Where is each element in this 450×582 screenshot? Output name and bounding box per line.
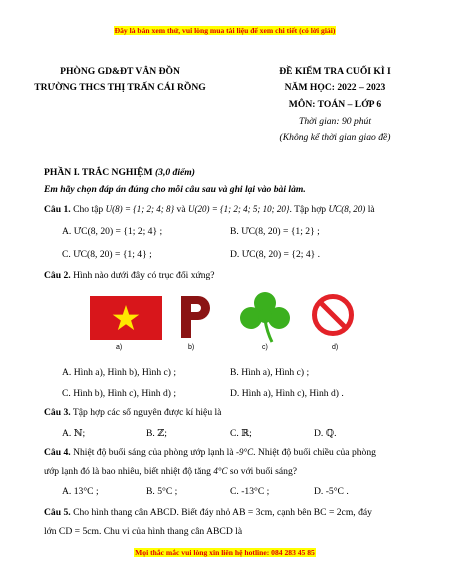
- exam-title: ĐỀ KIỂM TRA CUỐI KÌ I: [279, 66, 391, 77]
- question-1: Câu 1. Cho tập U(8) = {1; 2; 4; 8} và U(20) = {1; 2; 4; 5; 10; 20}. Tập hợp ƯC(8, 20) là: [44, 204, 375, 215]
- q1-option-d: D. ƯC(8, 20) = {2; 4} .: [230, 249, 321, 260]
- question-5-line1: Câu 5. Cho hình thang cân ABCD. Biết đáy nhỏ AB = 3cm, cạnh bên BC = 2cm, đáy: [44, 507, 372, 518]
- q2-option-a: A. Hình a), Hình b), Hình c) ;: [62, 367, 177, 378]
- question-2: Câu 2. Hình nào dưới đây có trục đối xứng?: [44, 270, 215, 281]
- preview-banner: Đây là bản xem thử, vui lòng mua tài liệu để xem chi tiết (có lời giải): [114, 26, 336, 35]
- q1-option-b: B. ƯC(8, 20) = {1; 2} ;: [230, 226, 320, 237]
- image-caption-d: d): [332, 344, 339, 351]
- q2-option-b: B. Hình a), Hình c) ;: [230, 367, 310, 378]
- department-name: PHÒNG GD&ĐT VÂN ĐỒN: [60, 66, 180, 77]
- prohibition-sign-image: [311, 293, 355, 337]
- q4-option-c: C. -13°C ;: [230, 486, 270, 497]
- image-caption-c: c): [262, 344, 268, 351]
- hotline-banner: Mọi thắc mắc vui lòng xin liên hệ hotline: 084 283 45 85: [135, 548, 315, 557]
- q2-option-c: C. Hình b), Hình c), Hình d) ;: [62, 388, 177, 399]
- q3-option-d: D. ℚ.: [314, 428, 337, 439]
- image-caption-a: a): [116, 344, 123, 351]
- q4-option-b: B. 5°C ;: [146, 486, 178, 497]
- q2-option-d: D. Hình a), Hình c), Hình d) .: [230, 388, 344, 399]
- vietnam-flag-image: [90, 296, 162, 340]
- q1-option-c: C. ƯC(8, 20) = {1; 4} ;: [62, 249, 152, 260]
- subject: MÔN: TOÁN – LỚP 6: [288, 99, 382, 110]
- school-year: NĂM HỌC: 2022 – 2023: [284, 82, 386, 93]
- q3-option-b: B. ℤ;: [146, 428, 167, 439]
- question-5-line2: lớn CD = 5cm. Chu vi của hình thang cân ABCD là: [44, 526, 243, 537]
- q4-option-d: D. -5°C .: [314, 486, 349, 497]
- shamrock-image: [236, 290, 294, 344]
- parking-p-image: [178, 294, 212, 340]
- q3-option-a: A. ℕ;: [62, 428, 86, 439]
- question-4-line2: ướp lạnh đó là bao nhiêu, biết nhiệt độ tăng 4°C so với buổi sáng?: [44, 466, 298, 477]
- school-name: TRƯỜNG THCS THỊ TRẤN CÁI RỒNG: [34, 82, 206, 93]
- q3-option-c: C. ℝ;: [230, 428, 252, 439]
- q4-option-a: A. 13°C ;: [62, 486, 99, 497]
- duration-note: (Không kể thời gian giao đề): [279, 132, 391, 143]
- section-instruction: Em hãy chọn đáp án đúng cho mỗi câu sau và ghi lại vào bài làm.: [44, 184, 306, 195]
- q1-option-a: A. ƯC(8, 20) = {1; 2; 4} ;: [62, 226, 163, 237]
- section-heading: PHẦN I. TRẮC NGHIỆM (3,0 điểm): [44, 167, 195, 178]
- duration: Thời gian: 90 phút: [298, 116, 371, 127]
- image-caption-b: b): [188, 344, 195, 351]
- question-3: Câu 3. Tập hợp các số nguyên được kí hiệu là: [44, 407, 222, 418]
- question-4-line1: Câu 4. Nhiệt độ buổi sáng của phòng ướp lạnh là -9°C. Nhiệt độ buổi chiều của phòng: [44, 447, 376, 458]
